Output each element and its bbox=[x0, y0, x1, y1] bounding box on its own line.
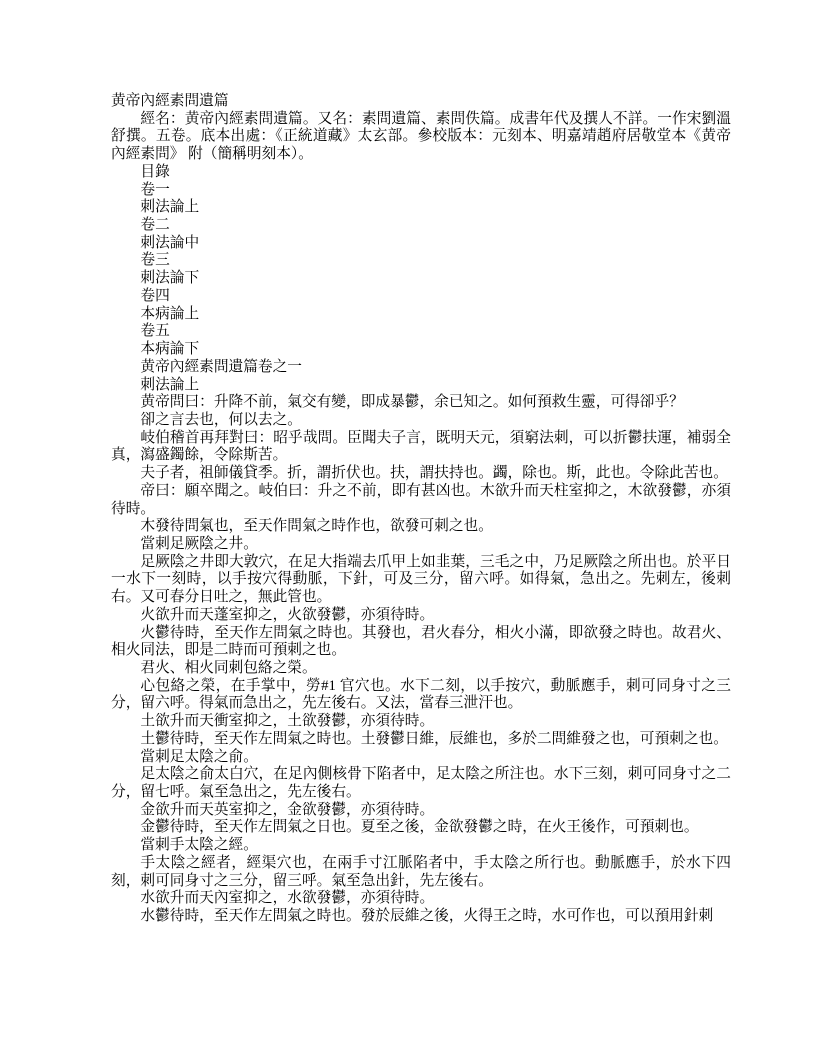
paragraph: 當刺足太陰之俞。 bbox=[140, 748, 258, 765]
paragraph: 火鬱待時，至天作左問氣之時也。其發也，君火春分，相火小滿，即欲發之時也。故君火、相火同法，即是二時而可預刺之也。 bbox=[111, 624, 731, 659]
paragraph: 土鬱待時，至天作左問氣之時也。土發鬱日維，辰維也，多於二問維發之也，可預刺之也。 bbox=[140, 730, 728, 747]
paragraph: 土欲升而天衝室抑之，土欲發鬱，亦須待時。 bbox=[140, 713, 435, 730]
paragraph: 刺法論下 bbox=[140, 270, 200, 287]
document-content bbox=[111, 93, 731, 926]
paragraph: 黄帝問曰：升降不前，氣交有變，即成暴鬱，余已知之。如何預救生靈，可得卻乎？ bbox=[140, 394, 684, 411]
document-body bbox=[111, 111, 731, 926]
paragraph: 本病論下 bbox=[140, 341, 200, 358]
paragraph: 刺法論上 bbox=[140, 199, 200, 216]
paragraph: 金鬱待時，至天作左問氣之日也。夏至之後，金欲發鬱之時，在火王後作，可預刺也。 bbox=[140, 819, 699, 836]
paragraph: 金欲升而天英室抑之，金欲發鬱，亦須待時。 bbox=[140, 801, 435, 818]
paragraph: 手太陰之經者，經渠穴也，在兩手寸江脈陷者中，手太陰之所行也。動脈應手，於水下四刻，刺可同身寸之三分，留三呼。氣至急出針，先左後右。 bbox=[111, 854, 731, 889]
paragraph: 岐伯稽首再拜對曰：昭乎哉問。臣聞夫子言，既明天元，須窮法刺，可以折鬱扶運，補弱全真，瀉盛鐲餘，令除斯苦。 bbox=[111, 429, 731, 464]
paragraph: 卷三 bbox=[140, 252, 170, 269]
paragraph: 卷四 bbox=[140, 287, 170, 304]
paragraph: 當刺足厥陰之井。 bbox=[140, 535, 258, 552]
document-title: 黄帝內經素問遺篇 bbox=[111, 93, 229, 109]
paragraph: 卷一 bbox=[140, 181, 170, 198]
paragraph: 卷五 bbox=[140, 323, 170, 340]
paragraph: 刺法論上 bbox=[140, 376, 200, 393]
paragraph: 足太陰之俞太白穴，在足內側核骨下陷者中，足太陰之所注也。水下三刻，刺可同身寸之二分，留七呼。氣至急出之，先左後右。 bbox=[111, 766, 731, 801]
paragraph: 卷二 bbox=[140, 217, 170, 234]
paragraph: 黄帝內經素問遺篇卷之一 bbox=[140, 358, 302, 375]
paragraph: 目錄 bbox=[140, 163, 170, 180]
paragraph: 當刺手太陰之經。 bbox=[140, 837, 258, 854]
paragraph: 帝曰：願卒聞之。岐伯曰：升之不前，即有甚凶也。木欲升而天柱室抑之，木欲發鬱，亦須待時。 bbox=[111, 482, 731, 517]
paragraph: 君火、相火同刺包絡之榮。 bbox=[140, 660, 317, 676]
paragraph: 火欲升而天蓬室抑之，火欲發鬱，亦須待時。 bbox=[140, 606, 435, 623]
paragraph: 經名：黄帝內經素問遺篇。又名：素問遺篇、素問佚篇。成書年代及撰人不詳。一作宋劉溫舒撰。五卷。底本出處：《正統道藏》太玄部。參校版本：元刻本、明嘉靖趙府居敬堂本《黄帝內經素問》 附（簡稱明刻本）。 bbox=[111, 110, 731, 163]
paragraph: 本病論上 bbox=[140, 305, 200, 322]
paragraph: 刺法論中 bbox=[140, 234, 200, 251]
paragraph: 水鬱待時，至天作左問氣之時也。發於辰維之後，火得王之時，水可作也，可以預用針刺 bbox=[140, 908, 714, 925]
paragraph: 心包絡之榮，在手掌中，勞#1 官穴也。水下二刻，以手按穴，動脈應手，刺可同身寸之三分，留六呼。得氣而急出之，先左後右。又法，當春三泄汗也。 bbox=[111, 677, 731, 712]
paragraph: 木發待問氣也，至天作問氣之時作也，欲發可刺之也。 bbox=[140, 518, 493, 535]
paragraph: 水欲升而天內室抑之，水欲發鬱，亦須待時。 bbox=[140, 890, 435, 907]
paragraph: 夫子者，祖師儀貸季。折，謂折伏也。扶，謂扶持也。蠲，除也。斯，此也。令除此苦也。 bbox=[140, 465, 728, 482]
paragraph: 足厥陰之井即大敦穴，在足大指端去爪甲上如韭葉，三毛之中，乃足厥陰之所出也。於平日一水下一刻時，以手按穴得動脈，下針，可及三分，留六呼。如得氣，急出之。先刺左，後刺右。又可春分日吐之，無此管也。 bbox=[111, 553, 731, 606]
paragraph: 卻之言去也，何以去之。 bbox=[140, 411, 302, 428]
